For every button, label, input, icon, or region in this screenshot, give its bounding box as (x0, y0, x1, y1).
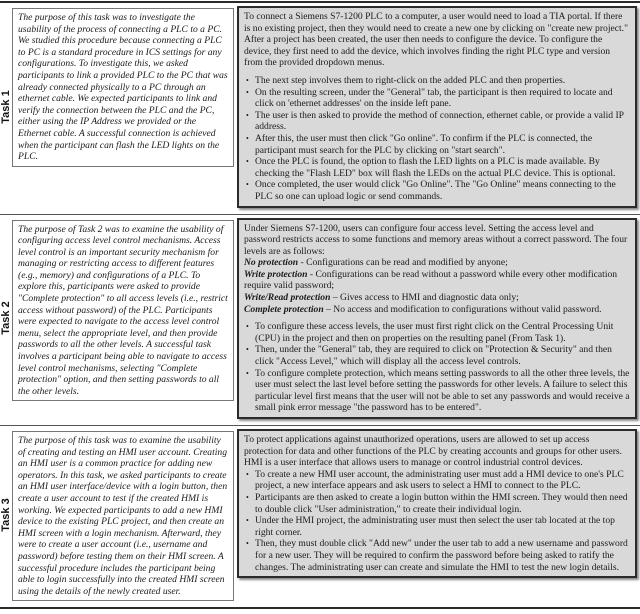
list-item: • Once the PLC is found, the option to flash the LED lights on a PLC is made available. By checking the "Flash LED" box will flash the LEDs on the actual PLC device. This is optional. (255, 156, 630, 179)
task-2-steps (244, 321, 630, 414)
task-1-steps (244, 75, 630, 203)
list-item: • After this, the user must then click "Go online". To confirm if the PLC is connected, the participant must search for the PLC by clicking on "start search". (255, 133, 630, 156)
access-level-desc: - Configurations can be read and modified by anyone; (298, 257, 508, 269)
task-table (0, 1, 640, 609)
task-3-intro: To protect applications against unauthorized operations, users are allowed to set up access protection for data and other functions of the PLC by creating accounts and groups for other users. HMI is a user interface that allows users to manage or control industrial control devices. (244, 434, 623, 469)
list-item: • The next step involves them to right-click on the added PLC and then properties. (255, 75, 630, 87)
list-item: • Once completed, the user would click "Go Online". The "Go Online" means connecting to the PLC so one can upload logic or send commands. (255, 179, 630, 202)
task-2-procedure (237, 218, 637, 420)
list-item: • To configure these access levels, the user must first right click on the Central Processing Unit (CPU) in the project and then on properties on the resulting panel (From Task 1). (255, 321, 630, 344)
list-item: • To create a new HMI user account, the administrating user must add a HMI device to one's PLC project, a new interface appears and ask users to select a HMI to connect to the PLC. (255, 469, 630, 492)
list-item: • To configure complete protection, which means setting passwords to all the other three levels, the user must select the last level before setting the passwords for other levels. A failure to select this particular level first means that the user will not be able to set any passwords and would receive a small pink error message "the password has to be entered". (255, 368, 630, 414)
access-level (244, 257, 630, 269)
task-2-row (0, 214, 640, 426)
task-3-label-column (0, 429, 12, 601)
task-1-label: Task 1 (0, 90, 12, 124)
task-2-purpose: The purpose of Task 2 was to examine the usability of configuring access level control mechanisms. Access level control is an important security mechanism for managing or restricting access to different features (e.g., memory) and configurations of a PLC. To explore this, participants were asked to provide "Complete protection" to all access levels (i.e., restrict access without password) of the PLC. Participants were expected to navigate to the access level control menu, select the appropriate level, and then provide passwords to all the other levels. A successful task involves a participant being able to navigate to access level control mechanisms, selecting "Complete protection" option, and then setting passwords to all the other levels. (12, 220, 234, 402)
list-item: • Then, they must double click "Add new" under the user tab to add a new username and password for a new user. They will be required to confirm the password before being asked to ratify the changes. The administrating user can create and simulate the HMI to test the new login details. (255, 538, 630, 573)
task-1-purpose: The purpose of this task was to investigate the usability of the process of connecting a PLC to a PC. We studied this procedure because connecting a PLC to PC is a standard procedure in ICS settings for any configurations. To investigate this, we asked participants to link a provided PLC to the PC that was already connected physically to a PC through an ethernet cable. We expected participants to link and verify the connection between the PLC and the PC, either using the IP Address we provided or the Ethernet cable. A successful connection is achieved when the participant can flash the LED lights on the PLC. (12, 8, 234, 167)
access-level-desc: - Configurations can be read without a password while every other modification require valid password; (244, 268, 618, 292)
list-item: • Then, under the "General" tab, they are required to click on "Protection & Security" and then click "Access Level," which will display all the access level controls. (255, 344, 630, 367)
list-item: • Participants are then asked to create a login button within the HMI screen. They would then need to double click "User administration," to create their individual login. (255, 492, 630, 515)
access-level-name: No protection (244, 257, 299, 269)
task-3-steps (244, 469, 630, 573)
access-level (244, 304, 630, 316)
access-level-desc: – No access and modification to configurations without valid password. (323, 303, 602, 315)
list-item: • The user is then asked to provide the method of connection, ethernet cable, or provide a valid IP address. (255, 110, 630, 133)
access-level (244, 292, 630, 304)
access-level (244, 269, 630, 292)
task-3-label: Task 3 (0, 498, 12, 532)
task-3-procedure (237, 429, 637, 578)
task-3-purpose: The purpose of this task was to examine the usability of creating and testing an HMI user account. Creating an HMI user is a common practice for adding new operators. In this task, we asked participants to create an HMI user interface/device with a login button, then create a user account to test if the created HMI is working. We expected participants to add a new HMI device to the existing PLC project, and then create an HMI screen with a login mechanism. Afterward, they were to create a user account (i.e., username and password) before testing them on their HMI screen. A successful procedure includes the participant being able to login successfully into the created HMI screen using the details of the newly created user. (12, 431, 234, 601)
task-1-procedure (237, 6, 637, 208)
task-1-intro: To connect a Siemens S7-1200 PLC to a computer, a user would need to load a TIA portal. If there is no existing project, then they would need to create a new one by clicking on "create new project." After a project has been created, the user then needs to configure the device. To configure the device, they first need to add the device, which involves finding the right PLC type and version from the provided dropdown menus. (244, 11, 628, 69)
task-2-intro: Under Siemens S7-1200, users can configure four access level. Setting the access level and password restricts access to some functions and memory areas without a correct password. The four levels are as follows: (244, 222, 628, 257)
task-3-row (0, 425, 640, 607)
task-1-label-column (0, 6, 12, 208)
access-level-name: Complete protection (244, 303, 324, 315)
access-level-name: Write/Read protection (244, 292, 331, 304)
list-item: • On the resulting screen, under the "General" tab, the participant is then required to locate and click on 'ethernet addresses' on the inside left pane. (255, 87, 630, 110)
task-2-label: Task 2 (0, 301, 12, 335)
list-item: • Under the HMI project, the administrating user must then select the user tab located at the top right corner. (255, 515, 630, 538)
access-level-name: Write protection (244, 268, 308, 280)
access-level-desc: – Gives access to HMI and diagnostic data only; (330, 292, 519, 304)
task-2-label-column (0, 218, 12, 420)
task-1-row (0, 3, 640, 214)
